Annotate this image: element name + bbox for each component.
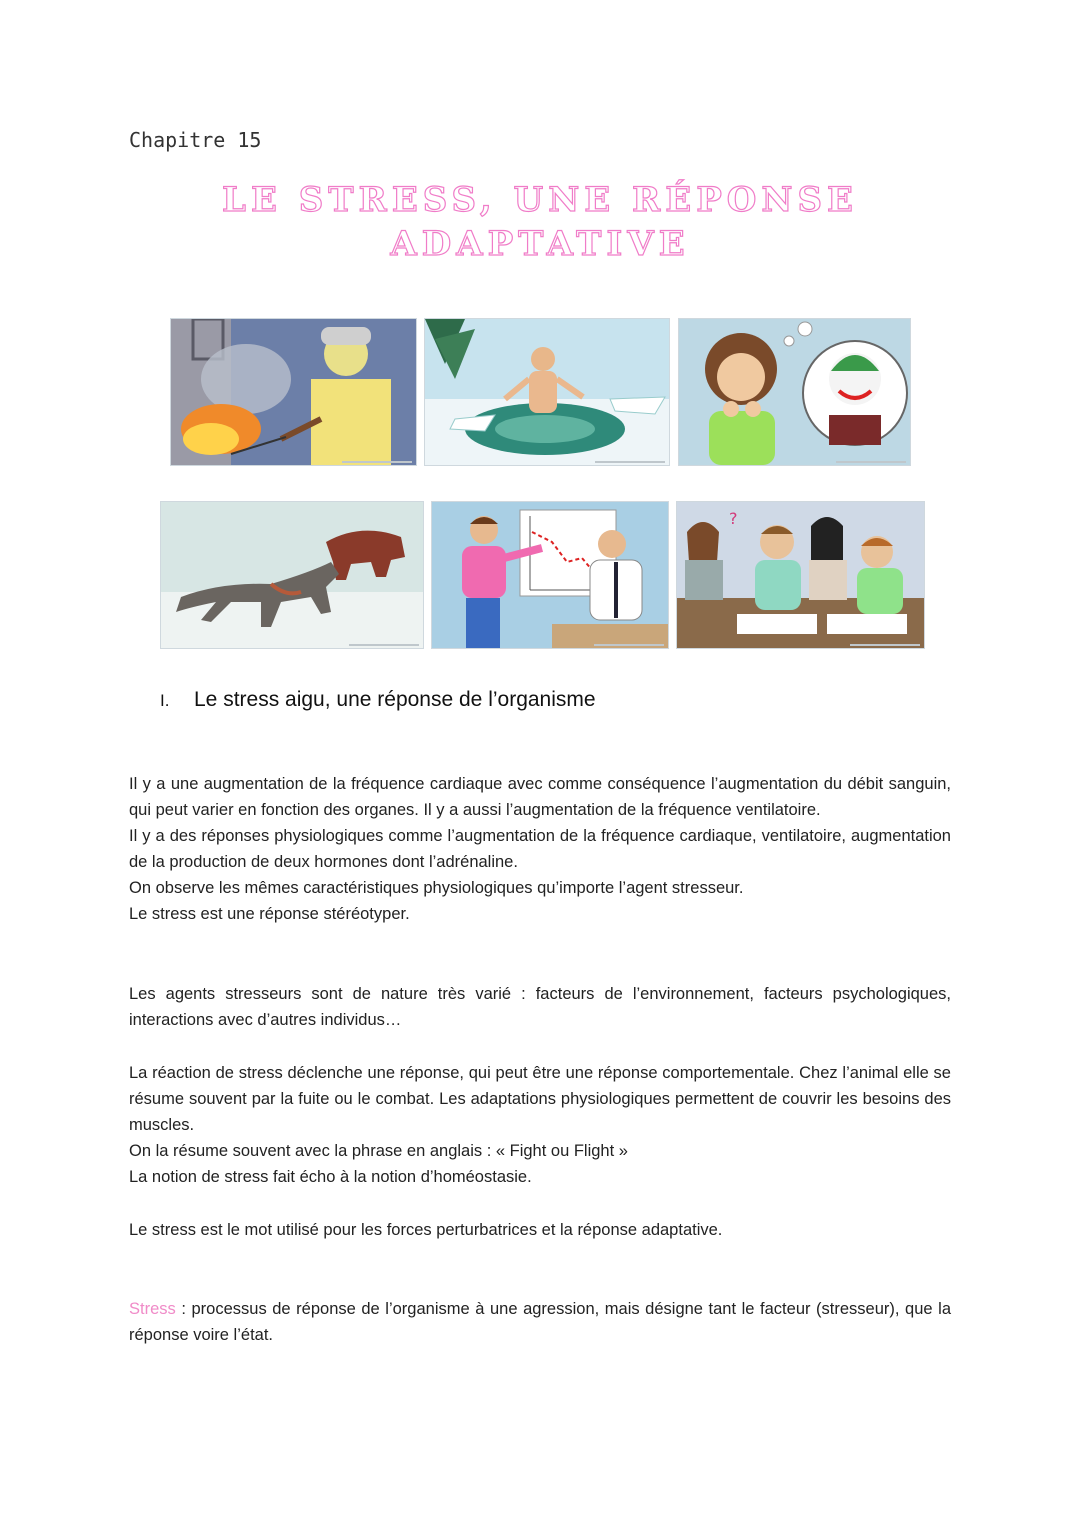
page-title: [150, 178, 930, 266]
title-line-2: ADAPTATIVE: [390, 224, 690, 264]
ice-bath-illustration: [424, 318, 670, 466]
definition-text: : processus de réponse de l’organisme à une agression, mais désigne tant le facteur (stresseur), que la réponse voire l’état.: [129, 1300, 951, 1344]
title-line-1: LE STRESS, UNE RÉPONSE: [222, 180, 858, 220]
paragraph: Le stress est le mot utilisé pour les forces perturbatrices et la réponse adaptative.: [129, 1221, 723, 1239]
paragraph: Les agents stresseurs sont de nature très varié : facteurs de l’environnement, facteurs psychologiques, interactions avec d’autres individus…: [129, 985, 951, 1029]
paragraph-group-3: [129, 1060, 951, 1190]
paragraph: Le stress est une réponse stéréotyper.: [129, 905, 410, 923]
svg-text:?: ?: [729, 509, 738, 528]
section-title: Le stress aigu, une réponse de l’organisme: [194, 688, 596, 711]
image-credit: [850, 644, 920, 646]
image-credit: [836, 461, 906, 463]
paragraph: La réaction de stress déclenche une réponse, qui peut être une réponse comportementale. Chez l’animal elle se résume souvent par la fuite ou le combat. Les adaptations physiologiques permettent de couvrir les besoins des muscles.: [129, 1064, 951, 1134]
paragraph-group-1: [129, 771, 951, 927]
firefighter-illustration: [170, 318, 417, 466]
paragraph: La notion de stress fait écho à la notion d’homéostasie.: [129, 1168, 532, 1186]
paragraph: On observe les mêmes caractéristiques physiologiques qu’importe l’agent stresseur.: [129, 879, 744, 897]
definition: [129, 1296, 951, 1348]
wolf-chase-illustration: [160, 501, 424, 649]
fear-clown-illustration: [678, 318, 911, 466]
paragraph: Il y a des réponses physiologiques comme l’augmentation de la fréquence cardiaque, ventilatoire, augmentation de la production de deux hormones dont l’adrénaline.: [129, 827, 951, 871]
definition-term: Stress: [129, 1300, 176, 1318]
paragraph: On la résume souvent avec la phrase en anglais : « Fight ou Flight »: [129, 1142, 628, 1160]
section-heading: [160, 688, 596, 712]
chapter-label: Chapitre 15: [129, 128, 262, 152]
image-credit: [342, 461, 412, 463]
office-argument-illustration: [431, 501, 669, 649]
image-credit: [594, 644, 664, 646]
paragraph-group-4: [129, 1217, 951, 1243]
exam-students-illustration: [676, 501, 925, 649]
paragraph: Il y a une augmentation de la fréquence cardiaque avec comme conséquence l’augmentation du débit sanguin, qui peut varier en fonction des organes. Il y a aussi l’augmentation de la fréquence ventilatoire.: [129, 775, 951, 819]
section-number: I.: [160, 691, 170, 710]
paragraph-group-2: [129, 981, 951, 1033]
image-credit: [349, 644, 419, 646]
image-credit: [595, 461, 665, 463]
